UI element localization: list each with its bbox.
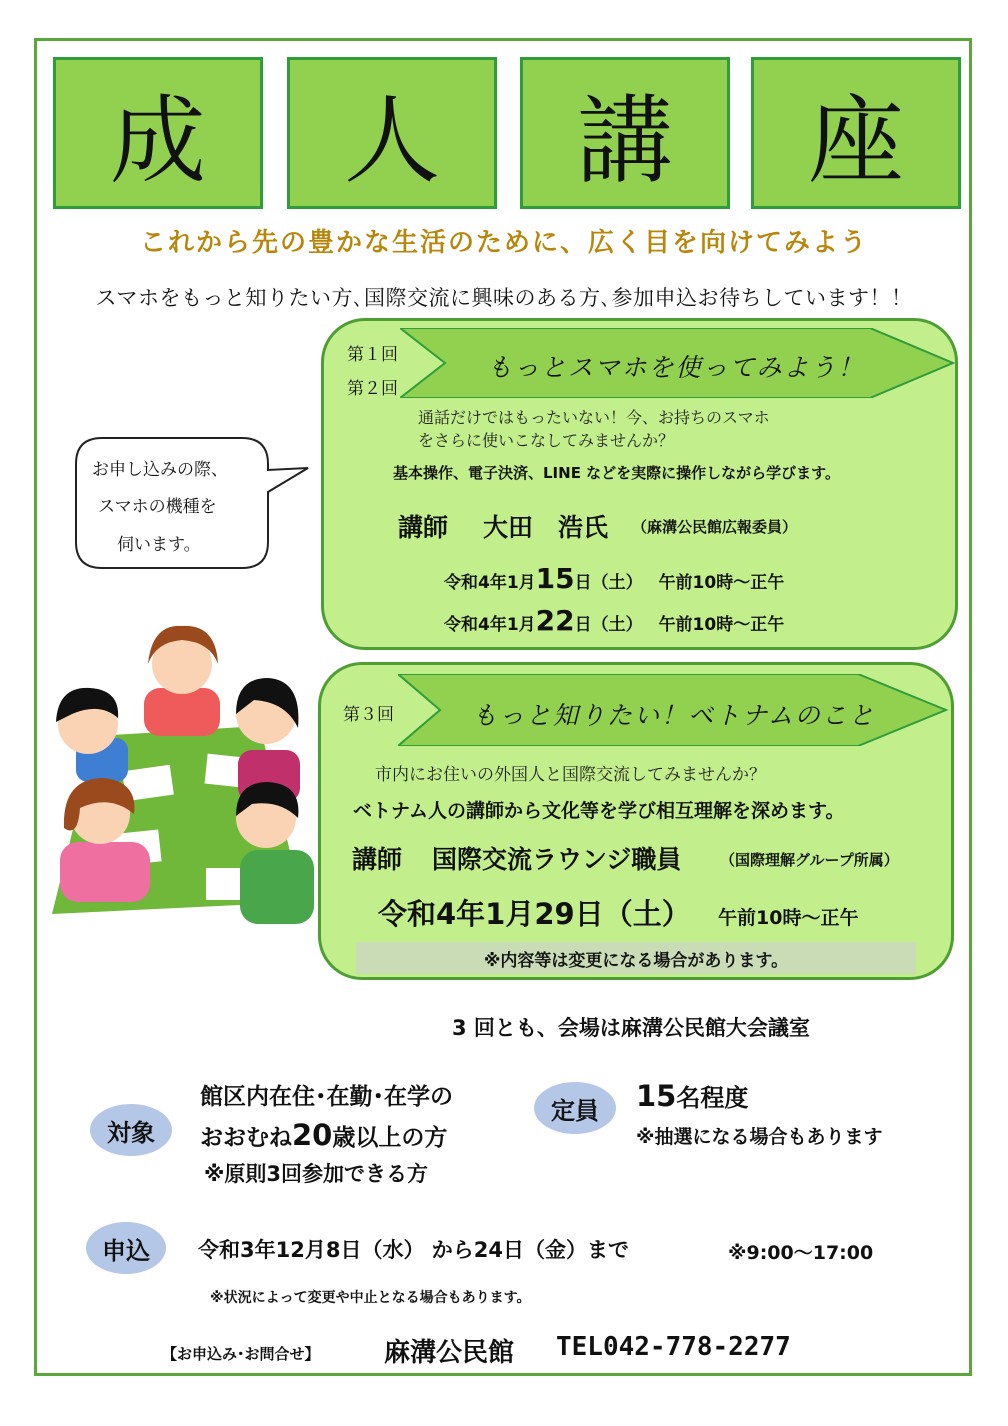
capacity-value: 15名程度 [636,1079,749,1113]
session-1-detail: 基本操作、電子決済、LINE などを実際に操作しながら学びます。 [393,464,840,482]
session-1-date-1: 令和4年1月15日（土） 午前10時～正午 [444,562,785,595]
target-badge: 対象 [90,1104,172,1156]
session-2-desc: 市内にお住いの外国人と国際交流してみませんか？ [375,765,766,785]
bubble-line-1: お申し込みの際、 [92,460,228,480]
contact-tel: TEL042-778-2277 [556,1332,791,1362]
apply-note: ※状況によって変更や中止となる場合もあります。 [210,1290,531,1306]
title-char-1: 成 [53,57,263,209]
session-1-title: もっとスマホを使ってみよう！ [487,353,865,382]
group-study-illustration [40,618,320,930]
session-1-desc-2: をさらに使いこなしてみませんか？ [418,431,675,450]
title-char-3: 講 [520,57,730,209]
bubble-line-2: スマホの機種を [98,497,217,517]
target-line-3: ※原則3回参加できる方 [204,1162,429,1186]
venue: 3 回とも、会場は麻溝公民館大会議室 [452,1016,810,1040]
contact-label: 【お申込み･お問合せ】 [162,1345,320,1363]
session-1-lecturer-name: 大田 浩氏 [483,513,609,542]
session-2-detail: ベトナム人の講師から文化等を学び相互理解を深めます。 [353,800,845,822]
apply-badge: 申込 [86,1222,166,1274]
session-2-time: 午前10時～正午 [718,907,859,929]
session-1-lecturer-label: 講師 [398,513,449,542]
session-1-date-2: 令和4年1月22日（土） 午前10時～正午 [444,604,785,637]
capacity-note: ※抽選になる場合もあります [636,1126,883,1148]
session-2-date: 令和4年1月29日（土） [378,897,691,931]
subtitle: これから先の豊かな生活のために、広く目を向けてみよう [139,228,868,258]
session-2-title: もっと知りたい！ベトナムのこと [472,701,876,730]
title-char-4: 座 [751,57,961,209]
session-2-lecturer-name: 国際交流ラウンジ職員 [432,845,682,874]
session-1-desc-1: 通話だけではもったいない！今、お持ちのスマホ [418,408,770,427]
session-1-round-2: 第２回 [347,379,398,399]
session-2-lecturer-aff: （国際理解グループ所属） [720,851,899,869]
lead-text: スマホをもっと知りたい方､国際交流に興味のある方､参加申込お待ちしています！！ [95,286,913,310]
session-1-lecturer-aff: （麻溝公民館広報委員） [632,518,798,536]
session-2-note: ※内容等は変更になる場合があります。 [356,942,916,974]
apply-hours: ※9:00～17:00 [728,1242,874,1264]
bubble-line-3: 伺います。 [117,535,201,555]
contact-name: 麻溝公民館 [384,1338,515,1368]
title-char-2: 人 [287,57,497,209]
session-2-lecturer-label: 講師 [352,845,403,874]
capacity-badge: 定員 [534,1082,616,1134]
session-1-round-1: 第１回 [347,345,398,365]
apply-period: 令和3年12月8日（水） から24日（金）まで [198,1238,629,1262]
target-line-2: おおむね20歳以上の方 [200,1118,448,1152]
session-2-round: 第３回 [343,705,394,725]
target-line-1: 館区内在住･在勤･在学の [200,1084,453,1110]
